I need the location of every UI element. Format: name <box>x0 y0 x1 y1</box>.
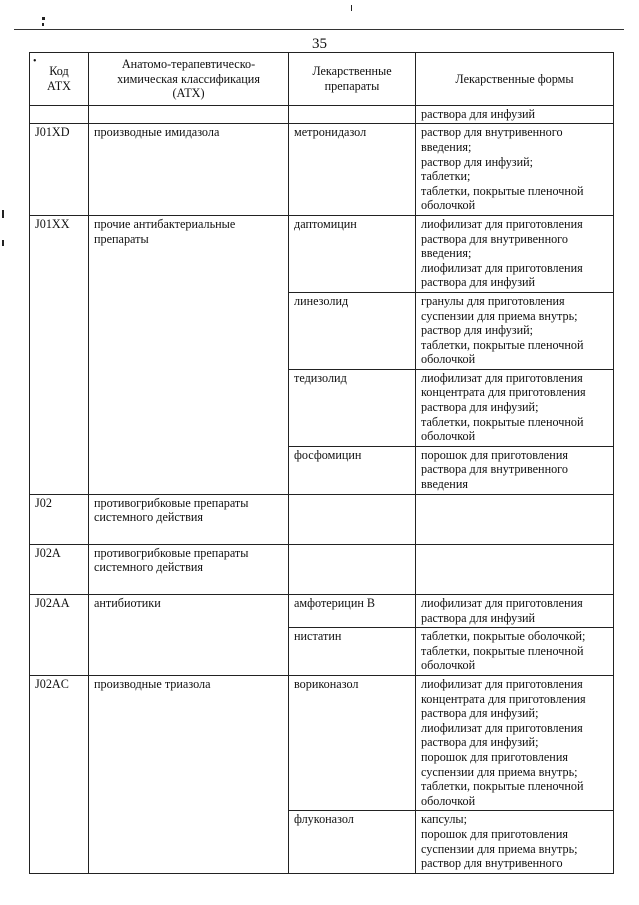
table-row <box>30 494 614 544</box>
classification-cell: противогрибковые препараты системного действия <box>89 544 289 594</box>
atx-code-cell: J02A <box>30 544 89 594</box>
atx-code-cell: J02AC <box>30 675 89 873</box>
drug-cell: фосфомицин <box>289 446 416 494</box>
drug-cell: даптомицин <box>289 215 416 292</box>
header-forms: Лекарственные формы <box>416 53 614 106</box>
header-drugs: Лекарственные препараты <box>289 53 416 106</box>
table-row <box>30 105 614 124</box>
atx-code-cell: J02AA <box>30 595 89 676</box>
dosage-forms-cell: порошок для приготовления раствора для внутривенного введения <box>416 446 614 494</box>
scan-mark <box>2 240 4 246</box>
dosage-forms-cell: гранулы для приготовления суспензии для приема внутрь; раствор для инфузий; таблетки, покрытые пленочной оболочкой <box>416 292 614 369</box>
table-row <box>30 675 614 810</box>
atx-code-cell <box>30 105 89 124</box>
dosage-forms-cell <box>416 494 614 544</box>
table-row <box>30 215 614 292</box>
dosage-forms-cell: лиофилизат для приготовления раствора для инфузий <box>416 595 614 628</box>
atx-table <box>29 52 614 874</box>
classification-cell: антибиотики <box>89 595 289 676</box>
classification-cell <box>89 105 289 124</box>
dosage-forms-cell: раствор для внутривенного введения; раствор для инфузий; таблетки; таблетки, покрытые пленочной оболочкой <box>416 124 614 216</box>
atx-code-cell: J02 <box>30 494 89 544</box>
classification-cell: производные имидазола <box>89 124 289 216</box>
drug-cell: нистатин <box>289 628 416 676</box>
drug-cell: флуконазол <box>289 811 416 873</box>
dosage-forms-cell: лиофилизат для приготовления концентрата для приготовления раствора для инфузий; лиофилизат для приготовления раствора для инфузий; порошок для приготовления суспензии для приема внутрь; таблетки, покрытые пленочной оболочкой <box>416 675 614 810</box>
header-rule <box>14 29 624 30</box>
atx-code-cell: J01XD <box>30 124 89 216</box>
classification-cell: производные триазола <box>89 675 289 873</box>
scan-mark <box>42 17 45 20</box>
atx-code-cell: J01XX <box>30 215 89 494</box>
dosage-forms-cell: лиофилизат для приготовления раствора для внутривенного введения; лиофилизат для приготовления раствора для инфузий <box>416 215 614 292</box>
classification-cell: противогрибковые препараты системного действия <box>89 494 289 544</box>
header-classification: Анатомо-терапевтическо- химическая классификация (АТХ) <box>89 53 289 106</box>
table-header-row <box>30 53 614 106</box>
scan-mark <box>351 5 352 11</box>
drug-cell: метронидазол <box>289 124 416 216</box>
table-row <box>30 124 614 216</box>
dosage-forms-cell: раствора для инфузий <box>416 105 614 124</box>
scan-mark <box>2 210 4 218</box>
drug-cell: тедизолид <box>289 369 416 446</box>
bullet-mark: • <box>33 56 37 67</box>
page-number: 35 <box>312 36 327 52</box>
table-row <box>30 595 614 628</box>
drug-cell: вориконазол <box>289 675 416 810</box>
drug-cell: линезолид <box>289 292 416 369</box>
table-row <box>30 544 614 594</box>
header-code: • Код АТХ <box>30 53 89 106</box>
dosage-forms-cell: капсулы; порошок для приготовления суспензии для приема внутрь; раствор для внутривенного <box>416 811 614 873</box>
dosage-forms-cell <box>416 544 614 594</box>
dosage-forms-cell: лиофилизат для приготовления концентрата для приготовления раствора для инфузий; таблетки, покрытые пленочной оболочкой <box>416 369 614 446</box>
dosage-forms-cell: таблетки, покрытые оболочкой; таблетки, покрытые пленочной оболочкой <box>416 628 614 676</box>
classification-cell: прочие антибактериальные препараты <box>89 215 289 494</box>
drug-cell <box>289 544 416 594</box>
drug-cell <box>289 105 416 124</box>
table-body <box>30 105 614 873</box>
drug-cell: амфотерицин В <box>289 595 416 628</box>
drug-cell <box>289 494 416 544</box>
scan-mark <box>42 23 44 26</box>
